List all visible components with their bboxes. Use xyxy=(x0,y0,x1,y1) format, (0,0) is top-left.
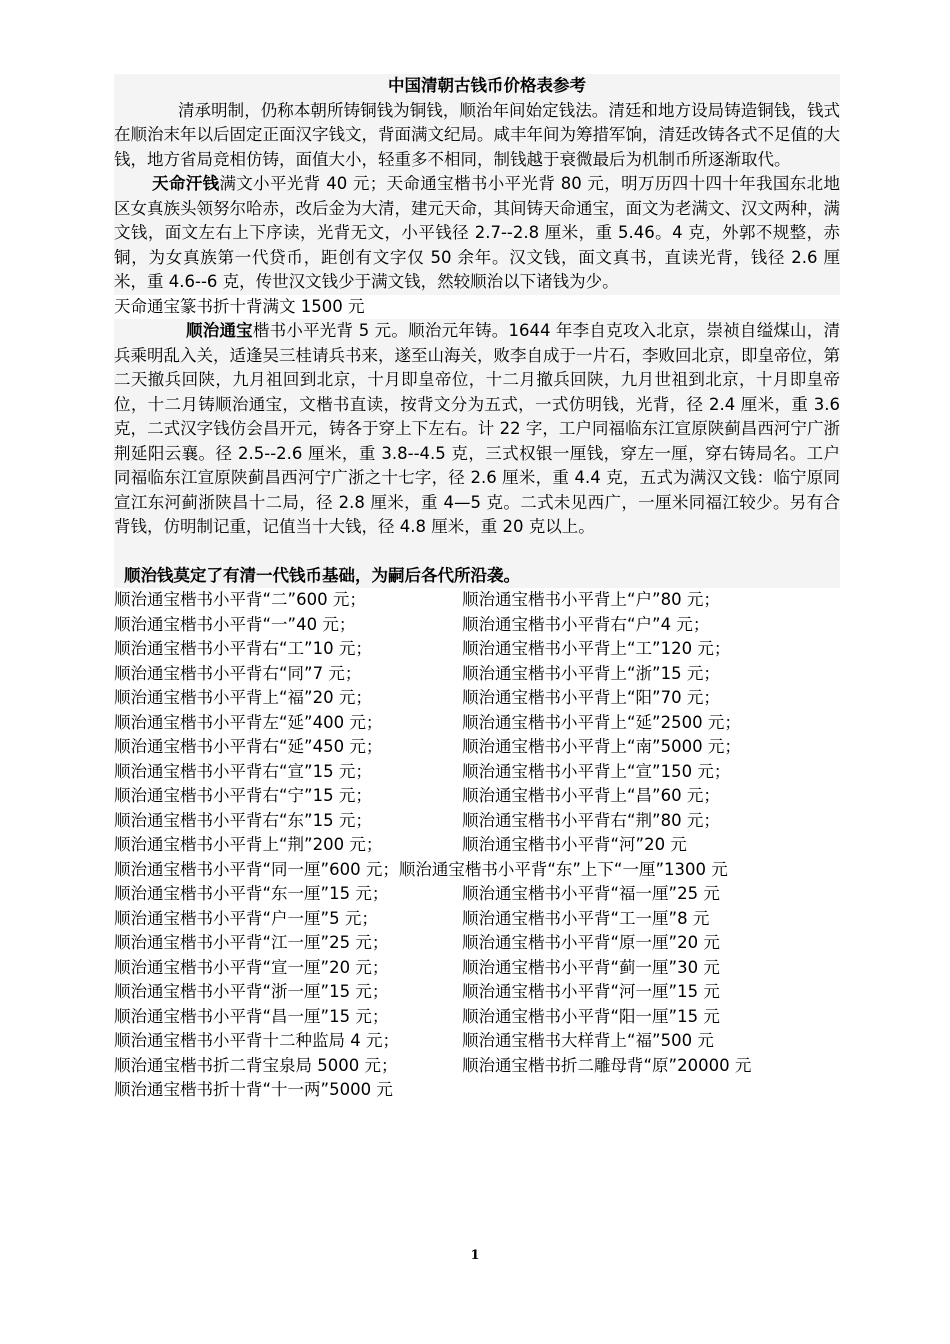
page-title: 中国清朝古钱币价格表参考 xyxy=(388,76,586,95)
price-left: 顺治通宝楷书小平背上“福”20 元； xyxy=(114,688,372,707)
subheading: 顺治钱莫定了有清一代钱币基础，为嗣后各代所沿袭。 xyxy=(124,565,520,585)
price-list xyxy=(114,588,840,1103)
shaded-block-shunzhi xyxy=(114,319,840,588)
price-right: 顺治通宝楷书小平背“河”20 元 xyxy=(462,835,687,854)
list-item xyxy=(114,735,840,760)
price-right: 顺治通宝楷书小平背“河一厘”15 元 xyxy=(462,982,720,1001)
tianming-extra: 天命通宝篆书折十背满文 1500 元 xyxy=(114,296,365,316)
list-item xyxy=(114,637,840,662)
list-item xyxy=(114,956,840,981)
price-left: 顺治通宝楷书小平背右“延”450 元； xyxy=(114,737,383,756)
price-left: 顺治通宝楷书小平背“户一厘”5 元； xyxy=(114,908,378,928)
price-left: 顺治通宝楷书小平背“昌一厘”15 元； xyxy=(114,1006,389,1026)
price-right: 顺治通宝楷书小平背“原一厘”20 元 xyxy=(462,933,720,952)
price-left: 顺治通宝楷书小平背“宣一厘”20 元； xyxy=(114,957,389,977)
price-right: 顺治通宝楷书小平背“蓟一厘”30 元 xyxy=(462,957,720,977)
list-item xyxy=(114,809,840,834)
list-item xyxy=(114,686,840,711)
price-right: 顺治通宝楷书小平背“福一厘”25 元 xyxy=(462,884,720,903)
list-item xyxy=(114,931,840,956)
list-item xyxy=(114,980,840,1005)
list-item xyxy=(114,882,840,907)
price-right: 顺治通宝楷书小平背上“南”5000 元； xyxy=(462,737,741,756)
price-left: 顺治通宝楷书小平背右“宁”15 元； xyxy=(114,786,372,805)
shunzhi-paragraph xyxy=(114,319,840,540)
price-right: 顺治通宝楷书小平背“工一厘”8 元 xyxy=(462,908,710,928)
price-left: 顺治通宝楷书小平背左“延”400 元； xyxy=(114,712,383,732)
price-right: 顺治通宝楷书小平背右“荆”80 元； xyxy=(462,810,720,830)
price-right: 顺治通宝楷书小平背上“浙”15 元； xyxy=(462,663,720,683)
shunzhi-text: 楷书小平光背 5 元。顺治元年铸。1644 年李自克攻入北京，崇祯自缢煤山，清兵乘明乱入关，适逢吴三桂请兵书来，遂至山海关，败李自成于一片石，李败回北京，即皇帝位，第二天撤兵回陕，九月祖回到北京，十月即皇帝位，十二月撤兵回陕，九月世祖到北京，十月即皇帝位，十二月铸顺治通宝，文楷书直读，按背文分为五式，一式仿明钱，光背，径 2.4 厘米，重 3.6 克，二式汉字钱仿会昌开元，铸各于穿上下左右。计 22 字，工户同福临东江宣原陕蓟昌西河宁广浙荆延阳云襄。径 2.5--2.6 厘米，重 3.8--4.5 克，三式权银一厘钱，穿左一厘，穿右铸局名。工户同福临东江宣原陕蓟昌西河宁广浙之十七字，径 2.6 厘米，重 4.4 克，五式为满汉文钱：临宁原同宣江东河蓟浙陕昌十二局，径 2.8 厘米，重 4—5 克。二式未见西广，一厘米同福江较少。另有合背钱，仿明制记重，记值当十大钱，径 4.8 厘米，重 20 克以上。 xyxy=(114,321,841,536)
price-last: 顺治通宝楷书折十背“十一两”5000 元 xyxy=(114,1080,393,1099)
price-left: 顺治通宝楷书小平背“东一厘”15 元； xyxy=(114,884,389,903)
list-item xyxy=(114,711,840,736)
price-left: 顺治通宝楷书折二背宝泉局 5000 元； xyxy=(114,1055,398,1075)
price-right: 顺治通宝楷书小平背右“户”4 元； xyxy=(462,614,710,634)
price-left: 顺治通宝楷书小平背右“工”10 元； xyxy=(114,639,372,658)
list-item xyxy=(114,1029,840,1054)
price-right: 顺治通宝楷书小平背上“宣”150 元； xyxy=(462,761,731,781)
price-right: 顺治通宝楷书小平背上“工”120 元； xyxy=(462,639,731,658)
list-item xyxy=(114,760,840,785)
document-body xyxy=(114,74,840,1103)
price-left: 顺治通宝楷书小平背“江一厘”25 元； xyxy=(114,933,389,952)
price-right: 顺治通宝楷书小平背上“延”2500 元； xyxy=(462,712,741,732)
price-left: 顺治通宝楷书小平背右“东”15 元； xyxy=(114,810,372,830)
spacer xyxy=(114,540,840,564)
tianming-heading: 天命汗钱 xyxy=(152,174,220,193)
shunzhi-heading: 顺治通宝 xyxy=(186,321,253,340)
tianming-paragraph xyxy=(114,172,840,295)
tianming-text: 满文小平光背 40 元；天命通宝楷书小平光背 80 元，明万历四十四十年我国东北地区女真族头领努尔哈赤，改后金为大清，建元天命，其间铸天命通宝，面文为老满文、汉文两种，满文钱，面文左右上下序读，光背无文，小平钱径 2.7--2.8 厘米，重 5.46。4 克，外郭不规整，赤铜，为女真族第一代贷币，距创有文字仅 50 余年。汉文钱，面文真书，直读光背，钱径 2.6 厘米，重 4.6--6 克，传世汉文钱少于满文钱，然较顺治以下诸钱为少。 xyxy=(114,174,840,291)
list-item xyxy=(114,784,840,809)
list-item xyxy=(114,588,840,613)
price-left: 顺治通宝楷书小平背十二种监局 4 元； xyxy=(114,1031,399,1050)
intro-paragraph: 清承明制，仍称本朝所铸铜钱为铜钱，顺治年间始定钱法。清廷和地方设局铸造铜钱，钱式在顺治末年以后固定正面汉字钱文，背面满文纪局。咸丰年间为筹措军饷，清廷改铸各式不足值的大钱，地方省局竞相仿铸，面值大小，轻重多不相同，制钱越于衰微最后为机制币所逐渐取代。 xyxy=(114,100,840,169)
price-left: 顺治通宝楷书小平背“一”40 元； xyxy=(114,614,356,634)
page-number: 1 xyxy=(470,1248,480,1263)
price-wrap-line: 顺治通宝楷书小平背“同一厘”600 元；顺治通宝楷书小平背“东”上下“一厘”1300 元 xyxy=(114,859,728,879)
list-item xyxy=(114,1078,840,1103)
price-right: 顺治通宝楷书小平背“阳一厘”15 元 xyxy=(462,1006,720,1026)
price-right: 顺治通宝楷书小平背上“户”80 元； xyxy=(462,590,720,609)
list-item xyxy=(114,662,840,687)
price-right: 顺治通宝楷书小平背上“阳”70 元； xyxy=(462,688,720,707)
list-item xyxy=(114,907,840,932)
price-left: 顺治通宝楷书小平背右“同”7 元； xyxy=(114,663,362,683)
list-item xyxy=(114,1005,840,1030)
price-right: 顺治通宝楷书小平背上“昌”60 元； xyxy=(462,786,720,805)
price-right: 顺治通宝楷书大样背上“福”500 元 xyxy=(462,1031,714,1050)
shaded-block-top xyxy=(114,74,840,295)
price-left: 顺治通宝楷书小平背“浙一厘”15 元； xyxy=(114,982,389,1001)
price-right: 顺治通宝楷书折二雕母背“原”20000 元 xyxy=(462,1055,752,1075)
list-item xyxy=(114,833,840,858)
price-left: 顺治通宝楷书小平背上“荆”200 元； xyxy=(114,835,383,854)
price-left: 顺治通宝楷书小平背“二”600 元； xyxy=(114,590,366,609)
list-item xyxy=(114,613,840,638)
price-left: 顺治通宝楷书小平背右“宣”15 元； xyxy=(114,761,372,781)
list-item xyxy=(114,1054,840,1079)
